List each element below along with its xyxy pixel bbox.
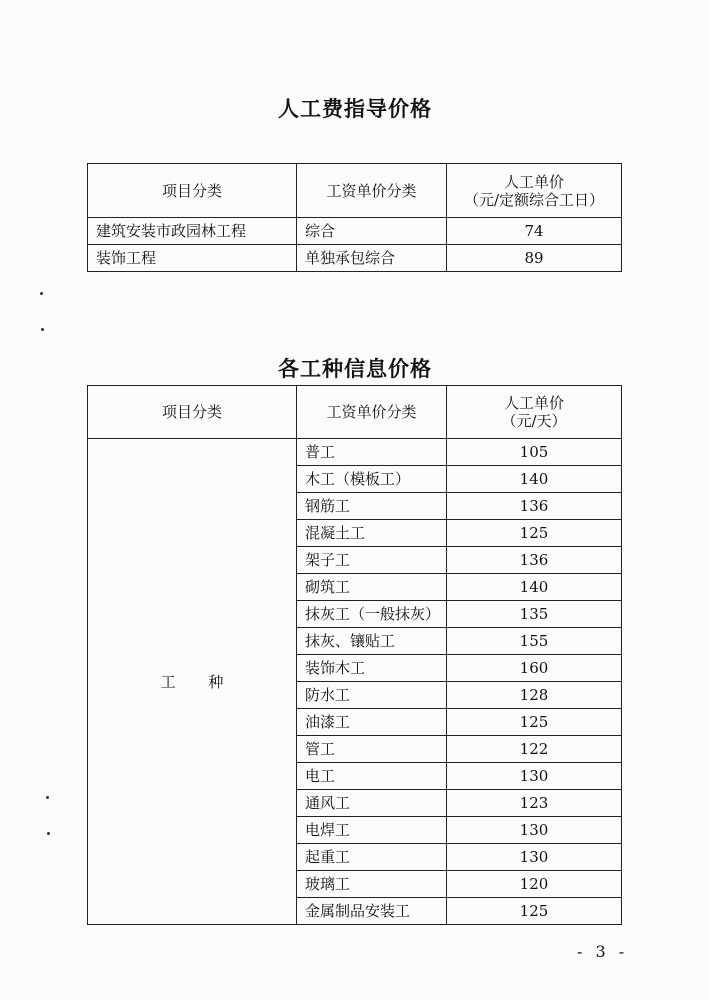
row-price: 155 (447, 628, 622, 655)
row-wage-type: 玻璃工 (297, 871, 447, 898)
row-price: 74 (447, 218, 622, 245)
header-unit-price-line1: 人工单价 (503, 172, 564, 191)
scan-mark (41, 328, 44, 331)
row-wage-type: 管工 (297, 736, 447, 763)
table-row (88, 439, 622, 466)
table-row (88, 245, 622, 272)
row-wage-type: 抹灰工（一般抹灰） (297, 601, 447, 628)
scan-mark (47, 832, 50, 835)
row-price: 140 (447, 466, 622, 493)
row-category: 建筑安装市政园林工程 (88, 218, 297, 245)
row-price: 140 (447, 574, 622, 601)
trade-info-price-table (87, 385, 622, 925)
header-wage-category: 工资单价分类 (297, 164, 447, 218)
row-category: 装饰工程 (88, 245, 297, 272)
row-price: 125 (447, 898, 622, 925)
row-wage-type: 综合 (297, 218, 447, 245)
labor-guide-price-table (87, 163, 622, 272)
header-unit-price (447, 386, 622, 439)
trade-category-cell: 工 种 (88, 439, 297, 925)
row-wage-type: 钢筋工 (297, 493, 447, 520)
scan-mark (46, 796, 49, 799)
page-number: - 3 - (577, 942, 629, 961)
row-wage-type: 架子工 (297, 547, 447, 574)
row-price: 120 (447, 871, 622, 898)
scan-mark (40, 292, 43, 295)
row-wage-type: 普工 (297, 439, 447, 466)
row-price: 122 (447, 736, 622, 763)
row-price: 89 (447, 245, 622, 272)
header-wage-category: 工资单价分类 (297, 386, 447, 439)
row-wage-type: 起重工 (297, 844, 447, 871)
guide-price-title: 人工费指导价格 (278, 97, 432, 121)
table-row (88, 218, 622, 245)
header-project-category: 项目分类 (88, 164, 297, 218)
row-price: 136 (447, 493, 622, 520)
row-wage-type: 木工（模板工） (297, 466, 447, 493)
row-wage-type: 通风工 (297, 790, 447, 817)
header-unit-price (447, 164, 622, 218)
row-wage-type: 混凝土工 (297, 520, 447, 547)
row-price: 125 (447, 709, 622, 736)
row-price: 130 (447, 763, 622, 790)
table-header-row (88, 164, 622, 218)
row-price: 135 (447, 601, 622, 628)
row-price: 105 (447, 439, 622, 466)
row-price: 125 (447, 520, 622, 547)
row-price: 130 (447, 817, 622, 844)
row-price: 123 (447, 790, 622, 817)
row-wage-type: 防水工 (297, 682, 447, 709)
row-wage-type: 抹灰、镶贴工 (297, 628, 447, 655)
row-price: 128 (447, 682, 622, 709)
row-wage-type: 电工 (297, 763, 447, 790)
header-unit-price-line2: （元/定额综合工日） (463, 190, 605, 209)
row-wage-type: 砌筑工 (297, 574, 447, 601)
row-wage-type: 单独承包综合 (297, 245, 447, 272)
header-unit-price-line1: 人工单价 (503, 394, 564, 412)
row-wage-type: 油漆工 (297, 709, 447, 736)
row-price: 160 (447, 655, 622, 682)
row-wage-type: 装饰木工 (297, 655, 447, 682)
row-wage-type: 金属制品安装工 (297, 898, 447, 925)
header-unit-price-line2: （元/天） (501, 412, 567, 430)
header-project-category: 项目分类 (88, 386, 297, 439)
row-price: 130 (447, 844, 622, 871)
row-price: 136 (447, 547, 622, 574)
row-wage-type: 电焊工 (297, 817, 447, 844)
table-header-row (88, 386, 622, 439)
trade-price-title: 各工种信息价格 (278, 357, 432, 381)
